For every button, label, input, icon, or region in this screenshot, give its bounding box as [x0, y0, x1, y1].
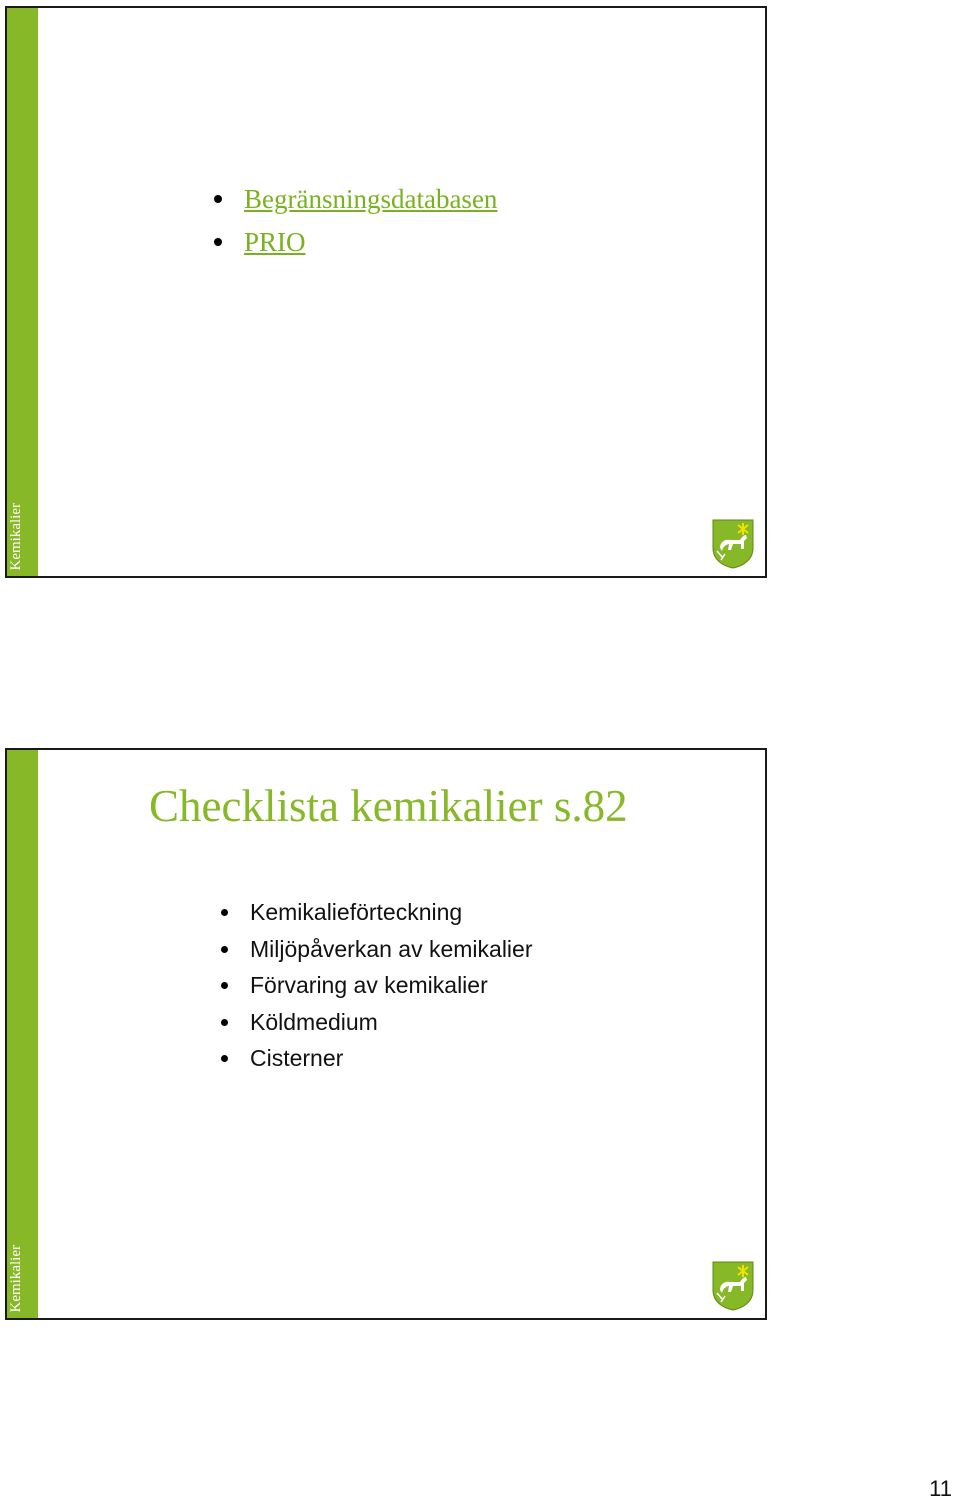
link-list	[214, 178, 497, 264]
list-item	[221, 931, 533, 968]
side-label: Kemikalier	[8, 1244, 24, 1312]
list-item	[214, 178, 497, 221]
topic-list	[221, 894, 533, 1077]
list-item	[221, 967, 533, 1004]
slide-2	[5, 748, 767, 1320]
list-item	[221, 1004, 533, 1041]
list-item	[221, 894, 533, 931]
bullet-icon	[214, 238, 222, 246]
bullet-icon	[221, 1055, 228, 1062]
link-begransningsdatabasen[interactable]: Begränsningsdatabasen	[244, 184, 498, 214]
coat-of-arms-logo	[711, 1260, 755, 1312]
slide-1	[5, 6, 767, 578]
list-item-label: Köldmedium	[250, 1008, 378, 1035]
list-item-label: Kemikalieförteckning	[250, 899, 463, 925]
bullet-icon	[221, 982, 228, 989]
side-band	[7, 750, 38, 1318]
list-item	[214, 221, 497, 264]
list-item-label: Miljöpåverkan av kemikalier	[250, 935, 533, 962]
bullet-icon	[214, 195, 222, 203]
list-item	[221, 1040, 533, 1077]
list-item-label: Förvaring av kemikalier	[250, 972, 488, 998]
side-label: Kemikalier	[8, 502, 24, 570]
list-item-label: Cisterner	[250, 1045, 344, 1071]
side-band	[7, 8, 38, 576]
bullet-icon	[221, 1019, 228, 1026]
link-prio[interactable]: PRIO	[244, 227, 306, 257]
bullet-icon	[221, 909, 228, 916]
slide-title: Checklista kemikalier s.82	[149, 781, 628, 831]
bullet-icon	[221, 946, 228, 953]
coat-of-arms-logo	[711, 518, 755, 570]
page-number: 11	[929, 1476, 952, 1501]
